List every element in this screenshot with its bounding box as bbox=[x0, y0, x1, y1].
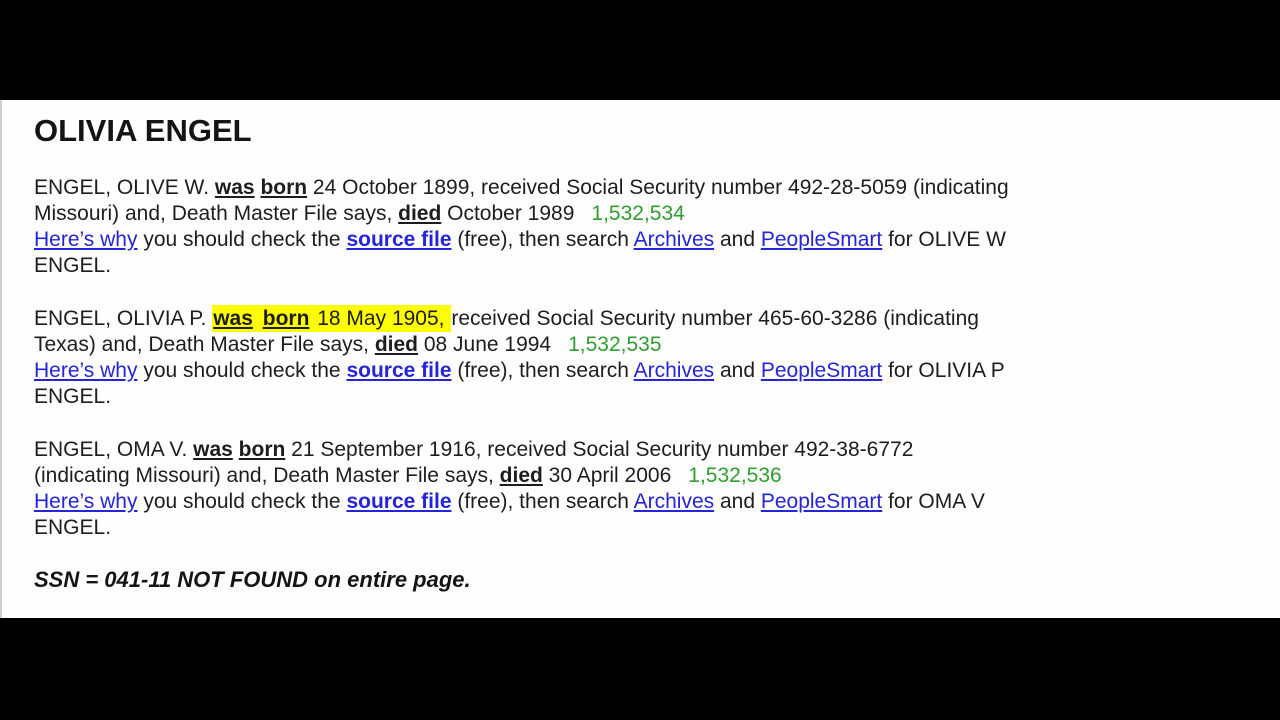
source-file-link[interactable]: source file bbox=[346, 490, 452, 513]
text-run: for OLIVIA P bbox=[882, 359, 1005, 382]
text-run: ENGEL. bbox=[34, 385, 112, 408]
text-run: Missouri) and, Death Master File says, bbox=[34, 202, 399, 225]
heres-why-link[interactable]: Here’s why bbox=[34, 228, 138, 251]
source-file-link[interactable]: source file bbox=[346, 359, 452, 382]
person-name: ENGEL, OLIVE W. bbox=[34, 176, 215, 199]
text-run: ENGEL. bbox=[34, 516, 112, 539]
text-run: for OLIVE W bbox=[882, 228, 1006, 251]
record-number: 1,532,534 bbox=[591, 202, 685, 225]
highlighted-born-keyword: born bbox=[262, 307, 310, 330]
peoplesmart-link[interactable]: PeopleSmart bbox=[760, 359, 883, 382]
text-run: 30 April 2006 bbox=[542, 464, 672, 487]
highlighted-text bbox=[254, 305, 262, 332]
archives-link[interactable]: Archives bbox=[633, 228, 715, 251]
born-keyword: born bbox=[238, 438, 286, 461]
highlighted-born-keyword: was bbox=[213, 307, 253, 330]
text-run: 08 June 1994 bbox=[417, 333, 552, 356]
text-run: received Social Security number 465-60-3286 (indicating bbox=[451, 307, 979, 330]
record-number: 1,532,535 bbox=[568, 333, 662, 356]
letterbox-top bbox=[0, 0, 1280, 100]
source-file-link[interactable]: source file bbox=[346, 228, 452, 251]
text-run: and bbox=[714, 490, 761, 513]
record-paragraph-olivia-p bbox=[34, 306, 1244, 410]
heres-why-link[interactable]: Here’s why bbox=[34, 490, 138, 513]
record-paragraph-oma-v bbox=[34, 437, 1244, 541]
text-run: 21 September 1916, received Social Security number 492-38-6772 bbox=[285, 438, 914, 461]
person-name: ENGEL, OMA V. bbox=[34, 438, 194, 461]
archives-link[interactable]: Archives bbox=[633, 359, 715, 382]
text-run: Texas) and, Death Master File says, bbox=[34, 333, 375, 356]
text-run: (indicating Missouri) and, Death Master File says, bbox=[34, 464, 500, 487]
heres-why-link[interactable]: Here’s why bbox=[34, 359, 138, 382]
archives-link[interactable]: Archives bbox=[633, 490, 715, 513]
born-keyword: was bbox=[193, 438, 233, 461]
born-keyword: born bbox=[260, 176, 308, 199]
text-run: you should check the bbox=[137, 359, 347, 382]
text-run: and bbox=[714, 359, 761, 382]
record-paragraph-olive-w bbox=[34, 175, 1244, 279]
person-name: ENGEL, OLIVIA P. bbox=[34, 307, 213, 330]
text-run: October 1989 bbox=[441, 202, 575, 225]
text-run: (free), then search bbox=[451, 228, 634, 251]
page-content bbox=[0, 100, 1280, 618]
peoplesmart-link[interactable]: PeopleSmart bbox=[760, 228, 883, 251]
text-run: for OMA V bbox=[882, 490, 985, 513]
born-keyword: was bbox=[214, 176, 255, 199]
text-run: 24 October 1899, received Social Security number 492-28-5059 (indicating bbox=[307, 176, 1009, 199]
peoplesmart-link[interactable]: PeopleSmart bbox=[760, 490, 883, 513]
text-run: (free), then search bbox=[451, 490, 634, 513]
died-keyword: died bbox=[374, 333, 418, 356]
ssn-not-found-note: SSN = 041-11 NOT FOUND on entire page. bbox=[34, 567, 471, 592]
text-run: you should check the bbox=[137, 228, 347, 251]
died-keyword: died bbox=[499, 464, 543, 487]
text-run: you should check the bbox=[137, 490, 347, 513]
text-run: (free), then search bbox=[451, 359, 634, 382]
record-number: 1,532,536 bbox=[688, 464, 782, 487]
died-keyword: died bbox=[398, 202, 442, 225]
letterbox-bottom bbox=[0, 618, 1280, 720]
page-title: OLIVIA ENGEL bbox=[34, 113, 252, 148]
highlighted-text: 18 May 1905, bbox=[311, 307, 451, 330]
text-run: ENGEL. bbox=[34, 254, 112, 277]
text-run: and bbox=[714, 228, 761, 251]
